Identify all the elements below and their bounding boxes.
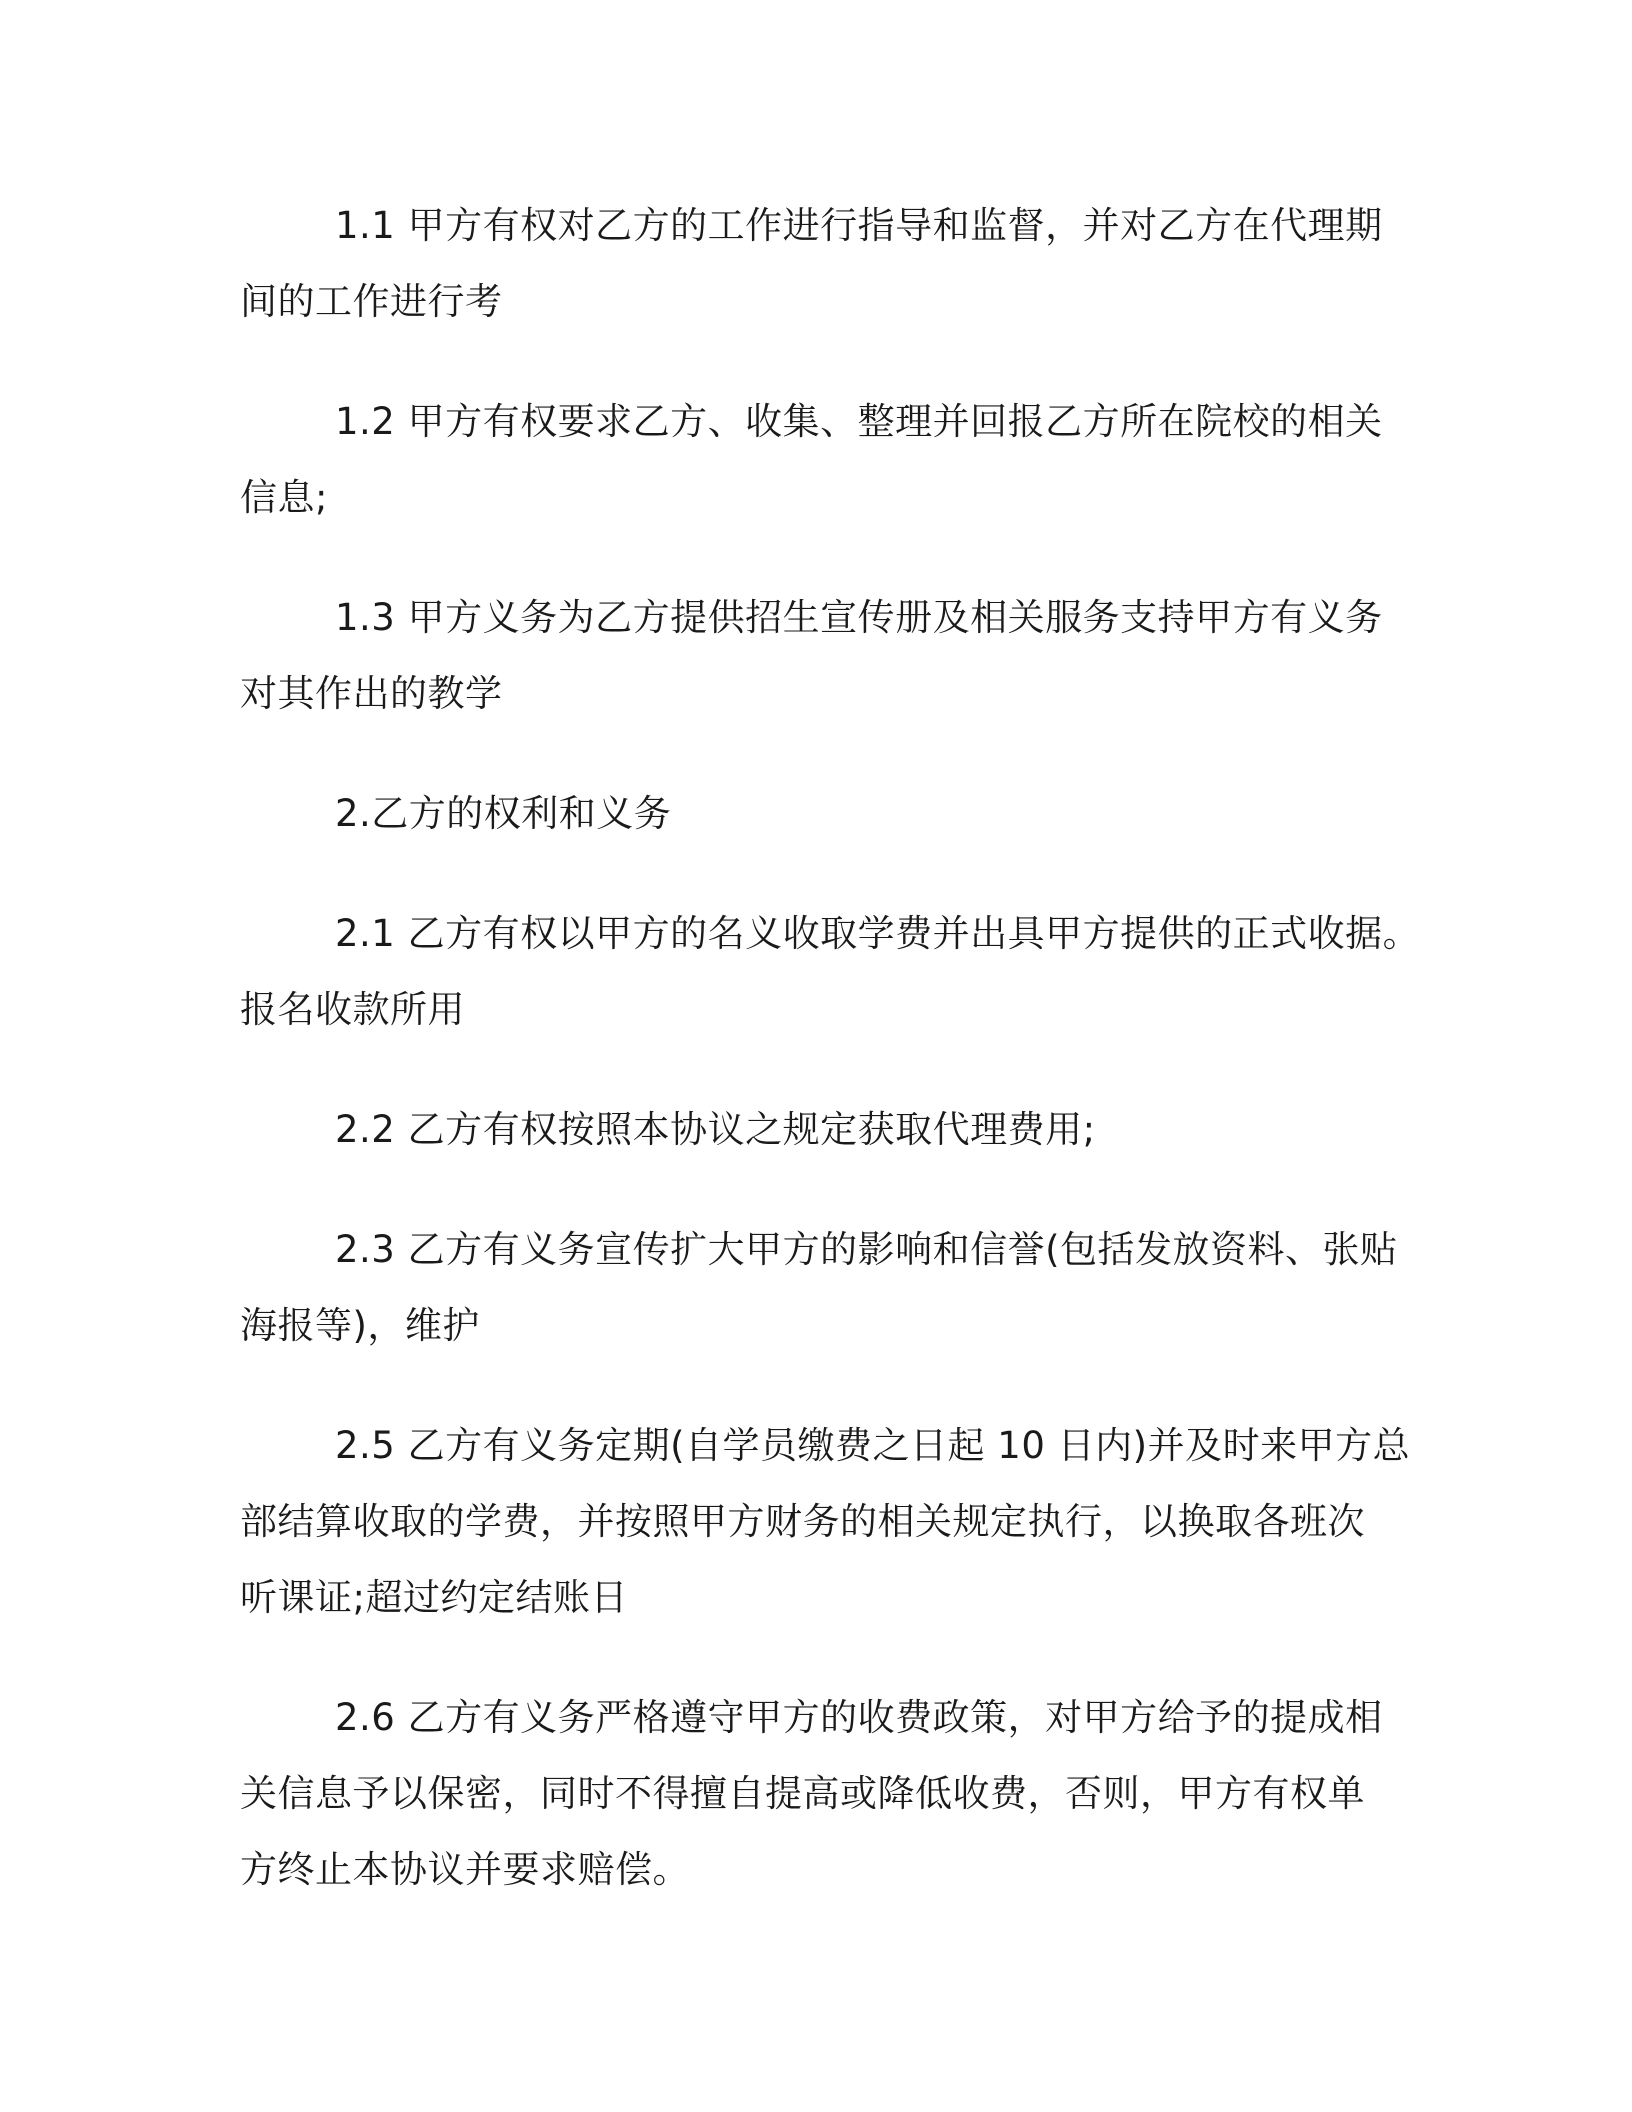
paragraph-line: 2.乙方的权利和义务	[335, 792, 672, 835]
paragraph-2-3	[240, 1212, 1398, 1364]
paragraph-line: 海报等)，维护	[240, 1304, 480, 1347]
paragraph-line: 部结算收取的学费，并按照甲方财务的相关规定执行，以换取各班次	[240, 1500, 1365, 1543]
paragraph-1-2	[240, 384, 1390, 536]
paragraph-line: 对其作出的教学	[240, 672, 503, 715]
paragraph-line: 间的工作进行考	[240, 280, 503, 323]
paragraph-line: 2.2 乙方有权按照本协议之规定获取代理费用;	[335, 1108, 1096, 1151]
paragraph-line: 关信息予以保密，同时不得擅自提高或降低收费，否则，甲方有权单	[240, 1772, 1365, 1815]
document-body	[240, 188, 1421, 1952]
paragraph-line: 报名收款所用	[240, 988, 465, 1031]
paragraph-line: 2.6 乙方有义务严格遵守甲方的收费政策，对甲方给予的提成相	[335, 1696, 1383, 1739]
paragraph-2-6	[240, 1680, 1390, 1908]
paragraph-line: 1.2 甲方有权要求乙方、收集、整理并回报乙方所在院校的相关	[335, 400, 1383, 443]
paragraph-line: 1.1 甲方有权对乙方的工作进行指导和监督，并对乙方在代理期	[335, 204, 1383, 247]
paragraph-1-1	[240, 188, 1390, 340]
section-heading-2	[240, 776, 1390, 852]
paragraph-line: 1.3 甲方义务为乙方提供招生宣传册及相关服务支持甲方有义务	[335, 596, 1383, 639]
paragraph-line: 听课证;超过约定结账日	[240, 1576, 628, 1619]
paragraph-line: 2.1 乙方有权以甲方的名义收取学费并出具甲方提供的正式收据。	[335, 912, 1421, 955]
paragraph-line: 信息;	[240, 476, 328, 519]
paragraph-2-1	[240, 896, 1421, 1048]
paragraph-2-2	[240, 1092, 1390, 1168]
paragraph-line: 2.5 乙方有义务定期(自学员缴费之日起 10 日内)并及时来甲方总	[335, 1424, 1411, 1467]
paragraph-2-5	[240, 1408, 1411, 1636]
paragraph-1-3	[240, 580, 1390, 732]
paragraph-line: 2.3 乙方有义务宣传扩大甲方的影响和信誉(包括发放资料、张贴	[335, 1228, 1398, 1271]
paragraph-line: 方终止本协议并要求赔偿。	[240, 1848, 690, 1891]
